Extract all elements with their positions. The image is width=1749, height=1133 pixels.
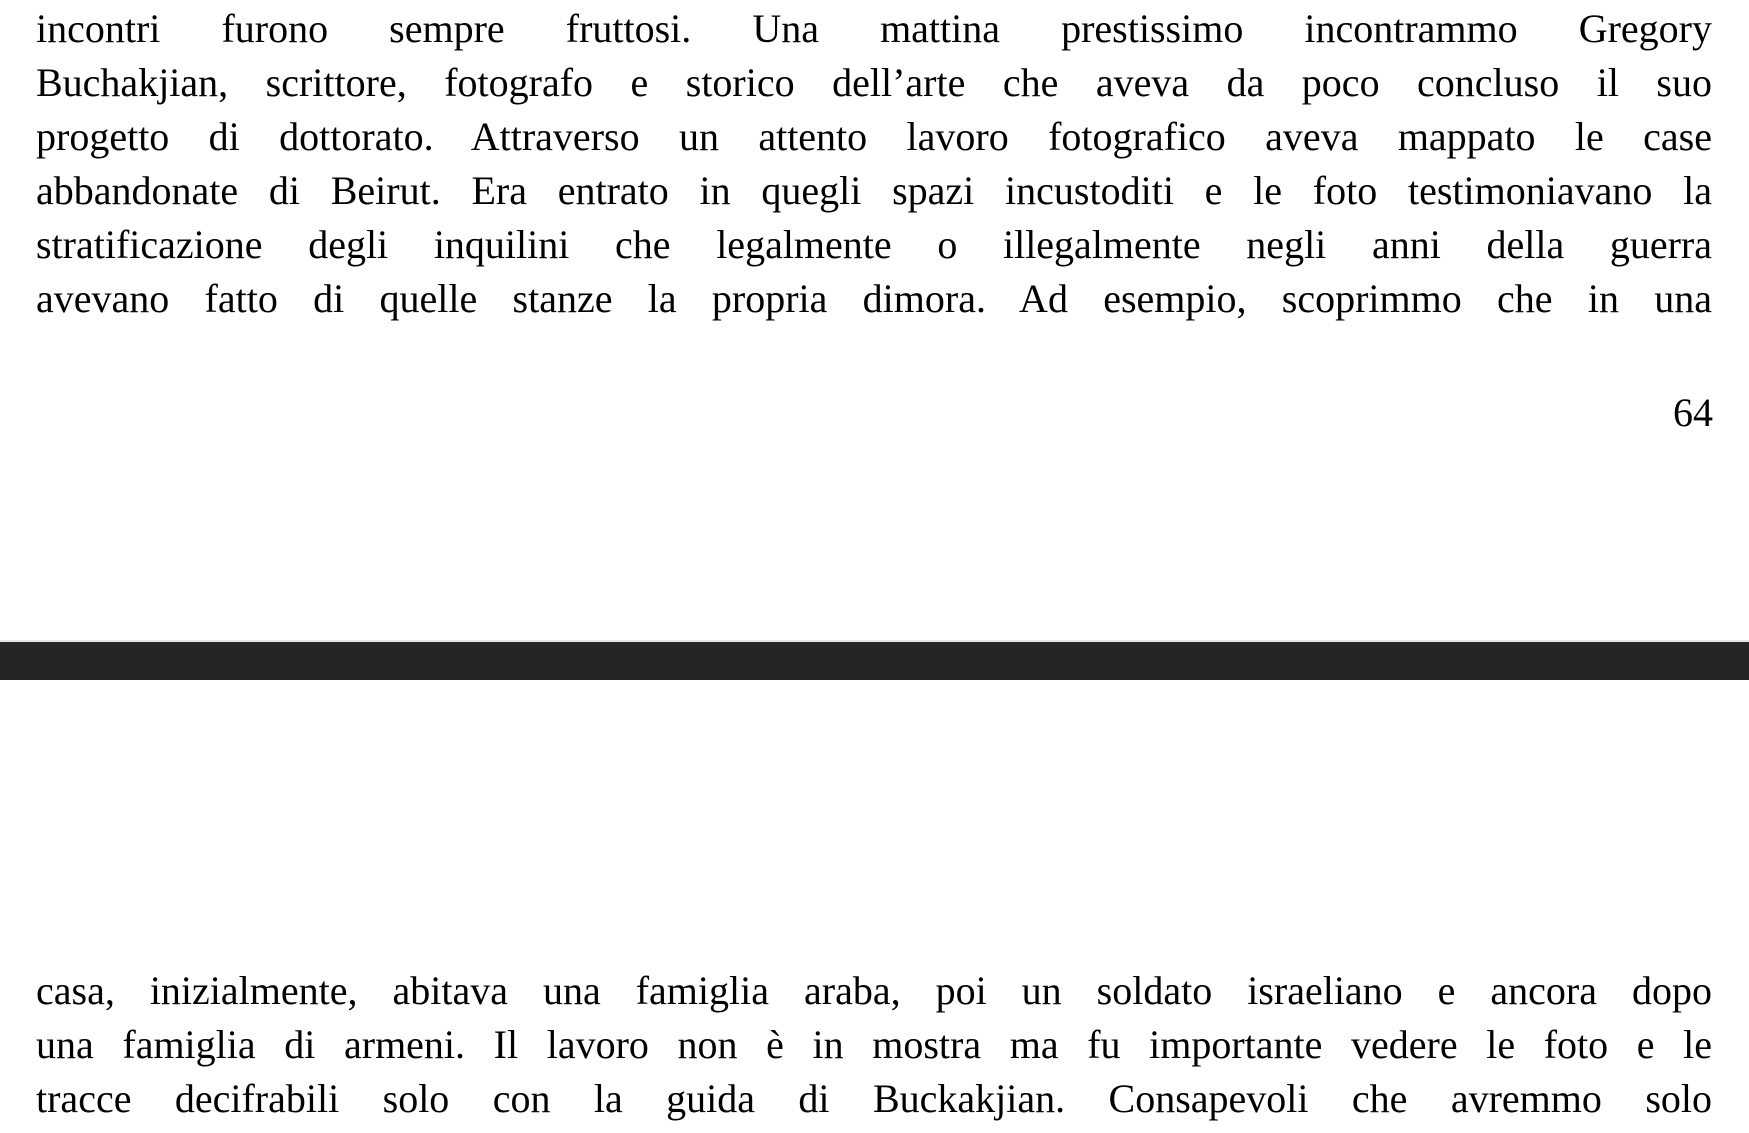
body-text-line: Buchakjian, scrittore, fotografo e storico dell’arte che aveva da poco concluso il suo [36,60,1712,105]
page-number: 64 [1673,390,1713,435]
body-text-line: stratificazione degli inquilini che legalmente o illegalmente negli anni della guerra [36,222,1712,267]
body-text-line: avevano fatto di quelle stanze la propria dimora. Ad esempio, scoprimmo che in una [36,276,1712,321]
body-text-line: abbandonate di Beirut. Era entrato in quegli spazi incustoditi e le foto testimoniavano la [36,168,1712,213]
page-separator [0,640,1749,680]
page-65 [0,680,1749,1133]
body-text-line: una famiglia di armeni. Il lavoro non è in mostra ma fu importante vedere le foto e le [36,1022,1712,1067]
body-text-line: tracce decifrabili solo con la guida di Buckakjian. Consapevoli che avremmo solo [36,1076,1712,1121]
body-text-line: casa, inizialmente, abitava una famiglia araba, poi un soldato israeliano e ancora dopo [36,968,1712,1013]
body-text-line: incontri furono sempre fruttosi. Una mattina prestissimo incontrammo Gregory [36,6,1712,51]
body-text-line: progetto di dottorato. Attraverso un attento lavoro fotografico aveva mappato le case [36,114,1712,159]
